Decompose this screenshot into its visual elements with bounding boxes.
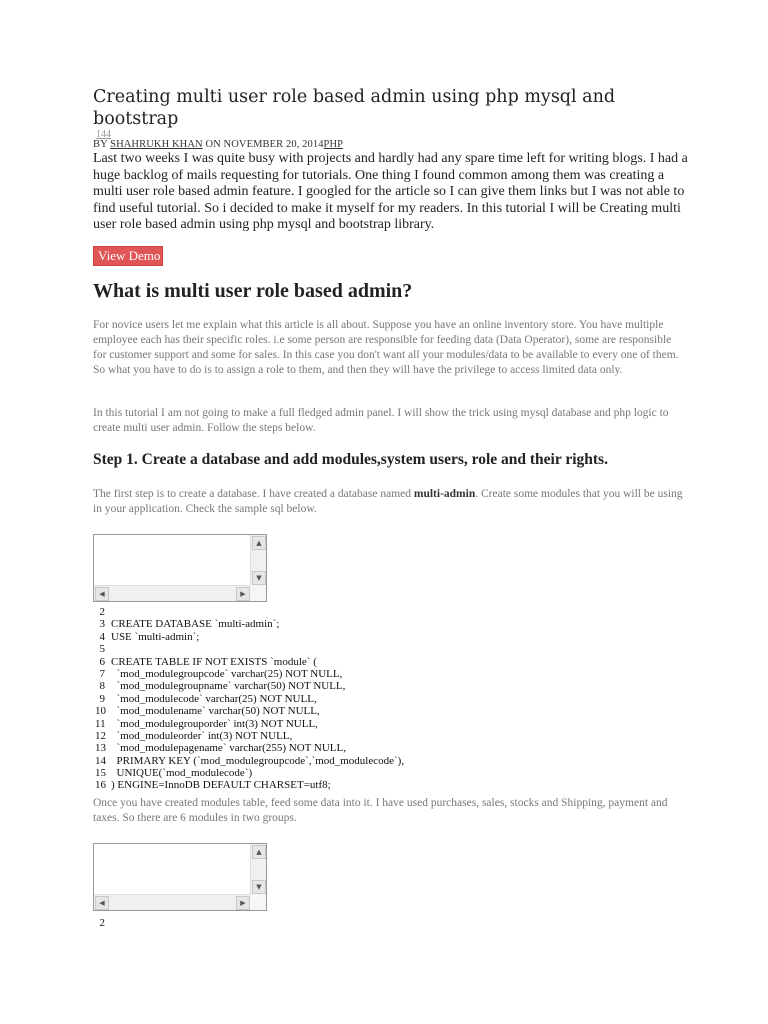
code-text: `mod_modulepagename` varchar(255) NOT NULL, xyxy=(111,742,346,755)
line-number: 4 xyxy=(99,630,105,643)
byline-date: ON NOVEMBER 20, 2014 xyxy=(202,139,324,150)
byline-prefix: BY xyxy=(93,139,111,150)
line-number: 2 xyxy=(99,917,105,929)
category-link[interactable]: PHP xyxy=(323,139,344,150)
line-number: 6 xyxy=(99,655,105,668)
comment-count-link[interactable]: 144 xyxy=(96,129,111,140)
code-line xyxy=(95,606,404,618)
code-line xyxy=(95,705,404,717)
code-textarea-2[interactable] xyxy=(93,843,267,911)
code-text: CREATE DATABASE `multi-admin`; xyxy=(111,618,280,631)
code-text: `mod_modulegroupcode` varchar(25) NOT NULL, xyxy=(111,667,343,680)
explain-paragraph: For novice users let me explain what this article is all about. Suppose you have an online inventory store. You have multiple employee each has their specific roles. i.e some person are responsible for feeding data (Data Operator), some are responsible for customer support and some for sales. In this case you don't want all your modules/data to be available to every one of them. So what you have to do is to assign a role to them, and then they will have the privilege to access limited data only. xyxy=(93,319,679,376)
code-text: CREATE TABLE IF NOT EXISTS `module` ( xyxy=(111,655,317,668)
scroll-up-icon[interactable]: ▲ xyxy=(252,845,266,859)
sql-code-listing-2 xyxy=(95,917,111,929)
vertical-scrollbar[interactable] xyxy=(250,844,266,895)
horizontal-scrollbar[interactable] xyxy=(94,894,251,910)
scroll-up-icon[interactable]: ▲ xyxy=(252,536,266,550)
code-line xyxy=(95,618,404,630)
code-line xyxy=(95,742,404,754)
scroll-down-icon[interactable]: ▼ xyxy=(252,880,266,894)
tutorial-paragraph: In this tutorial I am not going to make a full fledged admin panel. I will show the trick using mysql database and php logic to create multi user admin. Follow the steps below. xyxy=(93,407,669,434)
article-title: Creating multi user role based admin using php mysql and bootstrap xyxy=(93,87,616,129)
scrollbar-corner xyxy=(250,585,266,601)
code-line xyxy=(95,643,404,655)
line-number: 11 xyxy=(95,717,106,730)
code-text: `mod_modulecode` varchar(25) NOT NULL, xyxy=(111,692,317,705)
code-line xyxy=(95,680,404,692)
scrollbar-corner xyxy=(250,894,266,910)
code-line xyxy=(95,767,404,779)
scroll-down-icon[interactable]: ▼ xyxy=(252,571,266,585)
line-number: 2 xyxy=(99,606,105,618)
section-heading: What is multi user role based admin? xyxy=(93,280,413,302)
sql-code-listing xyxy=(95,606,404,792)
line-number: 15 xyxy=(95,767,106,780)
line-number: 9 xyxy=(99,692,105,705)
line-number: 8 xyxy=(99,680,105,693)
step1-heading: Step 1. Create a database and add modules,system users, role and their rights. xyxy=(93,451,608,468)
code-text: `mod_modulegrouporder` int(3) NOT NULL, xyxy=(111,717,318,730)
code-text: `mod_moduleorder` int(3) NOT NULL, xyxy=(111,729,293,742)
code-text: ) ENGINE=InnoDB DEFAULT CHARSET=utf8; xyxy=(111,779,331,792)
code-textarea[interactable] xyxy=(93,534,267,602)
code-line xyxy=(95,656,404,668)
code-line xyxy=(95,755,404,767)
author-link[interactable]: SHAHRUKH KHAN xyxy=(110,139,203,150)
code-line xyxy=(95,779,404,791)
code-line xyxy=(95,718,404,730)
scroll-right-icon[interactable]: ▶ xyxy=(236,587,250,601)
line-number: 13 xyxy=(95,742,106,755)
step1-text-before: The first step is to create a database. I have created a database named xyxy=(93,488,414,500)
step1-text-after: . Create some modules that you will be using in your application. Check the sample sql below. xyxy=(93,488,683,515)
code-text: `mod_modulegroupname` varchar(50) NOT NULL, xyxy=(111,680,346,693)
step1-paragraph xyxy=(93,487,683,517)
code-text: UNIQUE(`mod_modulecode`) xyxy=(111,767,253,780)
code-text: PRIMARY KEY (`mod_modulegroupcode`,`mod_modulecode`), xyxy=(111,754,405,767)
byline xyxy=(93,139,343,150)
after-code-paragraph: Once you have created modules table, feed some data into it. I have used purchases, sales, stocks and Shipping, payment and taxes. So there are 6 modules in two groups. xyxy=(93,797,668,824)
line-number: 16 xyxy=(95,779,106,792)
vertical-scrollbar[interactable] xyxy=(250,535,266,586)
line-number: 5 xyxy=(99,643,105,656)
line-number: 3 xyxy=(99,618,105,631)
line-number: 7 xyxy=(99,667,105,680)
line-number: 14 xyxy=(95,754,106,767)
db-name: multi-admin xyxy=(413,488,476,500)
intro-paragraph: Last two weeks I was quite busy with projects and hardly had any spare time left for writing blogs. I had a huge backlog of mails requesting for tutorials. One thing I found common among them was creating a multi user role based admin feature. I googled for the article so I can give them links but I was not able to find useful tutorial. So i decided to make it myself for my readers. In this tutorial I will be Creating multi user role based admin using php mysql and bootstrap library. xyxy=(93,151,688,232)
view-demo-button[interactable]: View Demo xyxy=(93,246,163,266)
code-line xyxy=(95,693,404,705)
code-text: USE `multi-admin`; xyxy=(111,630,200,643)
scroll-left-icon[interactable]: ◀ xyxy=(95,587,109,601)
code-line xyxy=(95,631,404,643)
code-line xyxy=(95,668,404,680)
line-number: 10 xyxy=(95,705,106,718)
horizontal-scrollbar[interactable] xyxy=(94,585,251,601)
code-line xyxy=(95,917,111,929)
code-text: `mod_modulename` varchar(50) NOT NULL, xyxy=(111,705,320,718)
line-number: 12 xyxy=(95,729,106,742)
scroll-right-icon[interactable]: ▶ xyxy=(236,896,250,910)
scroll-left-icon[interactable]: ◀ xyxy=(95,896,109,910)
code-line xyxy=(95,730,404,742)
